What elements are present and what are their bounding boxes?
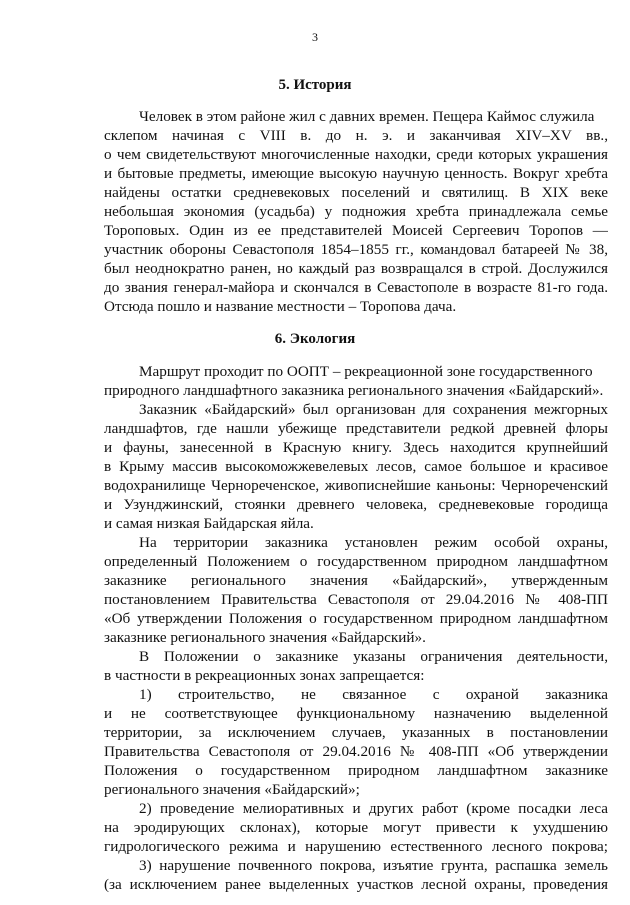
text-line: Человек в этом районе жил с давних времен. Пещера Каймос служила — [139, 108, 595, 125]
text-line: 1) строительство, не связанное с охраной заказника — [139, 686, 608, 703]
page-number: 3 — [312, 30, 318, 44]
text-line: водохранилище Чернореченское, живописнейшие каньоны: Чернореченский — [104, 477, 608, 494]
text-line: небольшая экономия (усадьба) у подножия хребта принадлежала семье — [104, 203, 608, 220]
text-line: на эродирующих склонах), которые могут привести к ухудшению — [104, 819, 608, 836]
text-line: регионального значения «Байдарский»; — [104, 781, 360, 798]
section-5-heading: 5. История — [278, 77, 352, 93]
text-line: в Крыму массив высокоможжевелевых лесов, самое большое и красивое — [104, 458, 608, 475]
text-line: Правительства Севастополя от 29.04.2016 № 408-ПП «Об утверждении — [104, 743, 608, 760]
text-line: природного ландшафтного заказника регионального значения «Байдарский». — [104, 382, 604, 399]
text-line: 3) нарушение почвенного покрова, изъятие грунта, распашка земель — [139, 857, 608, 874]
text-line: заказнике регионального значения «Байдарский». — [104, 629, 426, 646]
text-line: заказнике регионального значения «Байдарский», утвержденным — [104, 572, 608, 589]
text-line: и не соответствующее функциональному назначению выделенной — [104, 705, 608, 722]
text-line: был неоднократно ранен, но каждый раз возвращался в строй. Дослужился — [104, 260, 608, 277]
section-6-heading: 6. Экология — [274, 331, 356, 347]
text-line: участник обороны Севастополя 1854–1855 гг., командовал батареей № 38, — [104, 241, 608, 258]
text-line: найдены остатки средневековых поселений и святилищ. В XIX веке — [104, 184, 608, 201]
text-line: в частности в рекреационных зонах запрещается: — [104, 667, 425, 684]
text-line: постановлением Правительства Севастополя от 29.04.2016 № 408-ПП — [104, 591, 608, 608]
text-line: гидрологического режима и нарушению естественного лесного покрова; — [104, 838, 608, 855]
text-line: до звания генерал-майора и скончался в Севастополе в возрасте 81-го года. — [104, 279, 608, 296]
text-line: Положения о государственном природном ландшафтном заказнике — [104, 762, 608, 779]
text-line: На территории заказника установлен режим особой охраны, — [139, 534, 608, 551]
text-line: «Об утверждении Положения о государственном природном ландшафтном — [104, 610, 608, 627]
text-line: Тороповых. Один из ее представителей Моисей Сергеевич Торопов — — [104, 222, 608, 239]
text-line: В Положении о заказнике указаны ограничения деятельности, — [139, 648, 608, 665]
text-line: территории, за исключением случаев, указанных в постановлении — [104, 724, 608, 741]
text-line: Отсюда пошло и название местности – Торопова дача. — [104, 298, 457, 315]
text-line: ландшафтов, где нашли убежище представители редкой древней флоры — [104, 420, 608, 437]
text-line: Заказник «Байдарский» был организован для сохранения межгорных — [139, 401, 608, 418]
text-line: определенный Положением о государственном природном ландшафтном — [104, 553, 608, 570]
text-line: Маршрут проходит по ООПТ – рекреационной зоне государственного — [139, 363, 593, 380]
text-line: и самая низкая Байдарская яйла. — [104, 515, 314, 532]
text-line: о чем свидетельствуют многочисленные находки, среди которых украшения — [104, 146, 608, 163]
text-line: (за исключением ранее выделенных участков лесной охраны, проведения — [104, 876, 608, 893]
text-line: и фауны, занесенной в Красную книгу. Здесь находится крупнейший — [104, 439, 608, 456]
text-line: склепом начиная с VIII в. до н. э. и заканчивая XIV–XV вв., — [104, 127, 608, 144]
text-line: 2) проведение мелиоративных и других работ (кроме посадки леса — [139, 800, 608, 817]
text-line: и бытовые предметы, имеющие высокую научную ценность. Вокруг хребта — [104, 165, 608, 182]
text-line: и Узунджинский, стоянки древнего человека, средневековые городища — [104, 496, 608, 513]
